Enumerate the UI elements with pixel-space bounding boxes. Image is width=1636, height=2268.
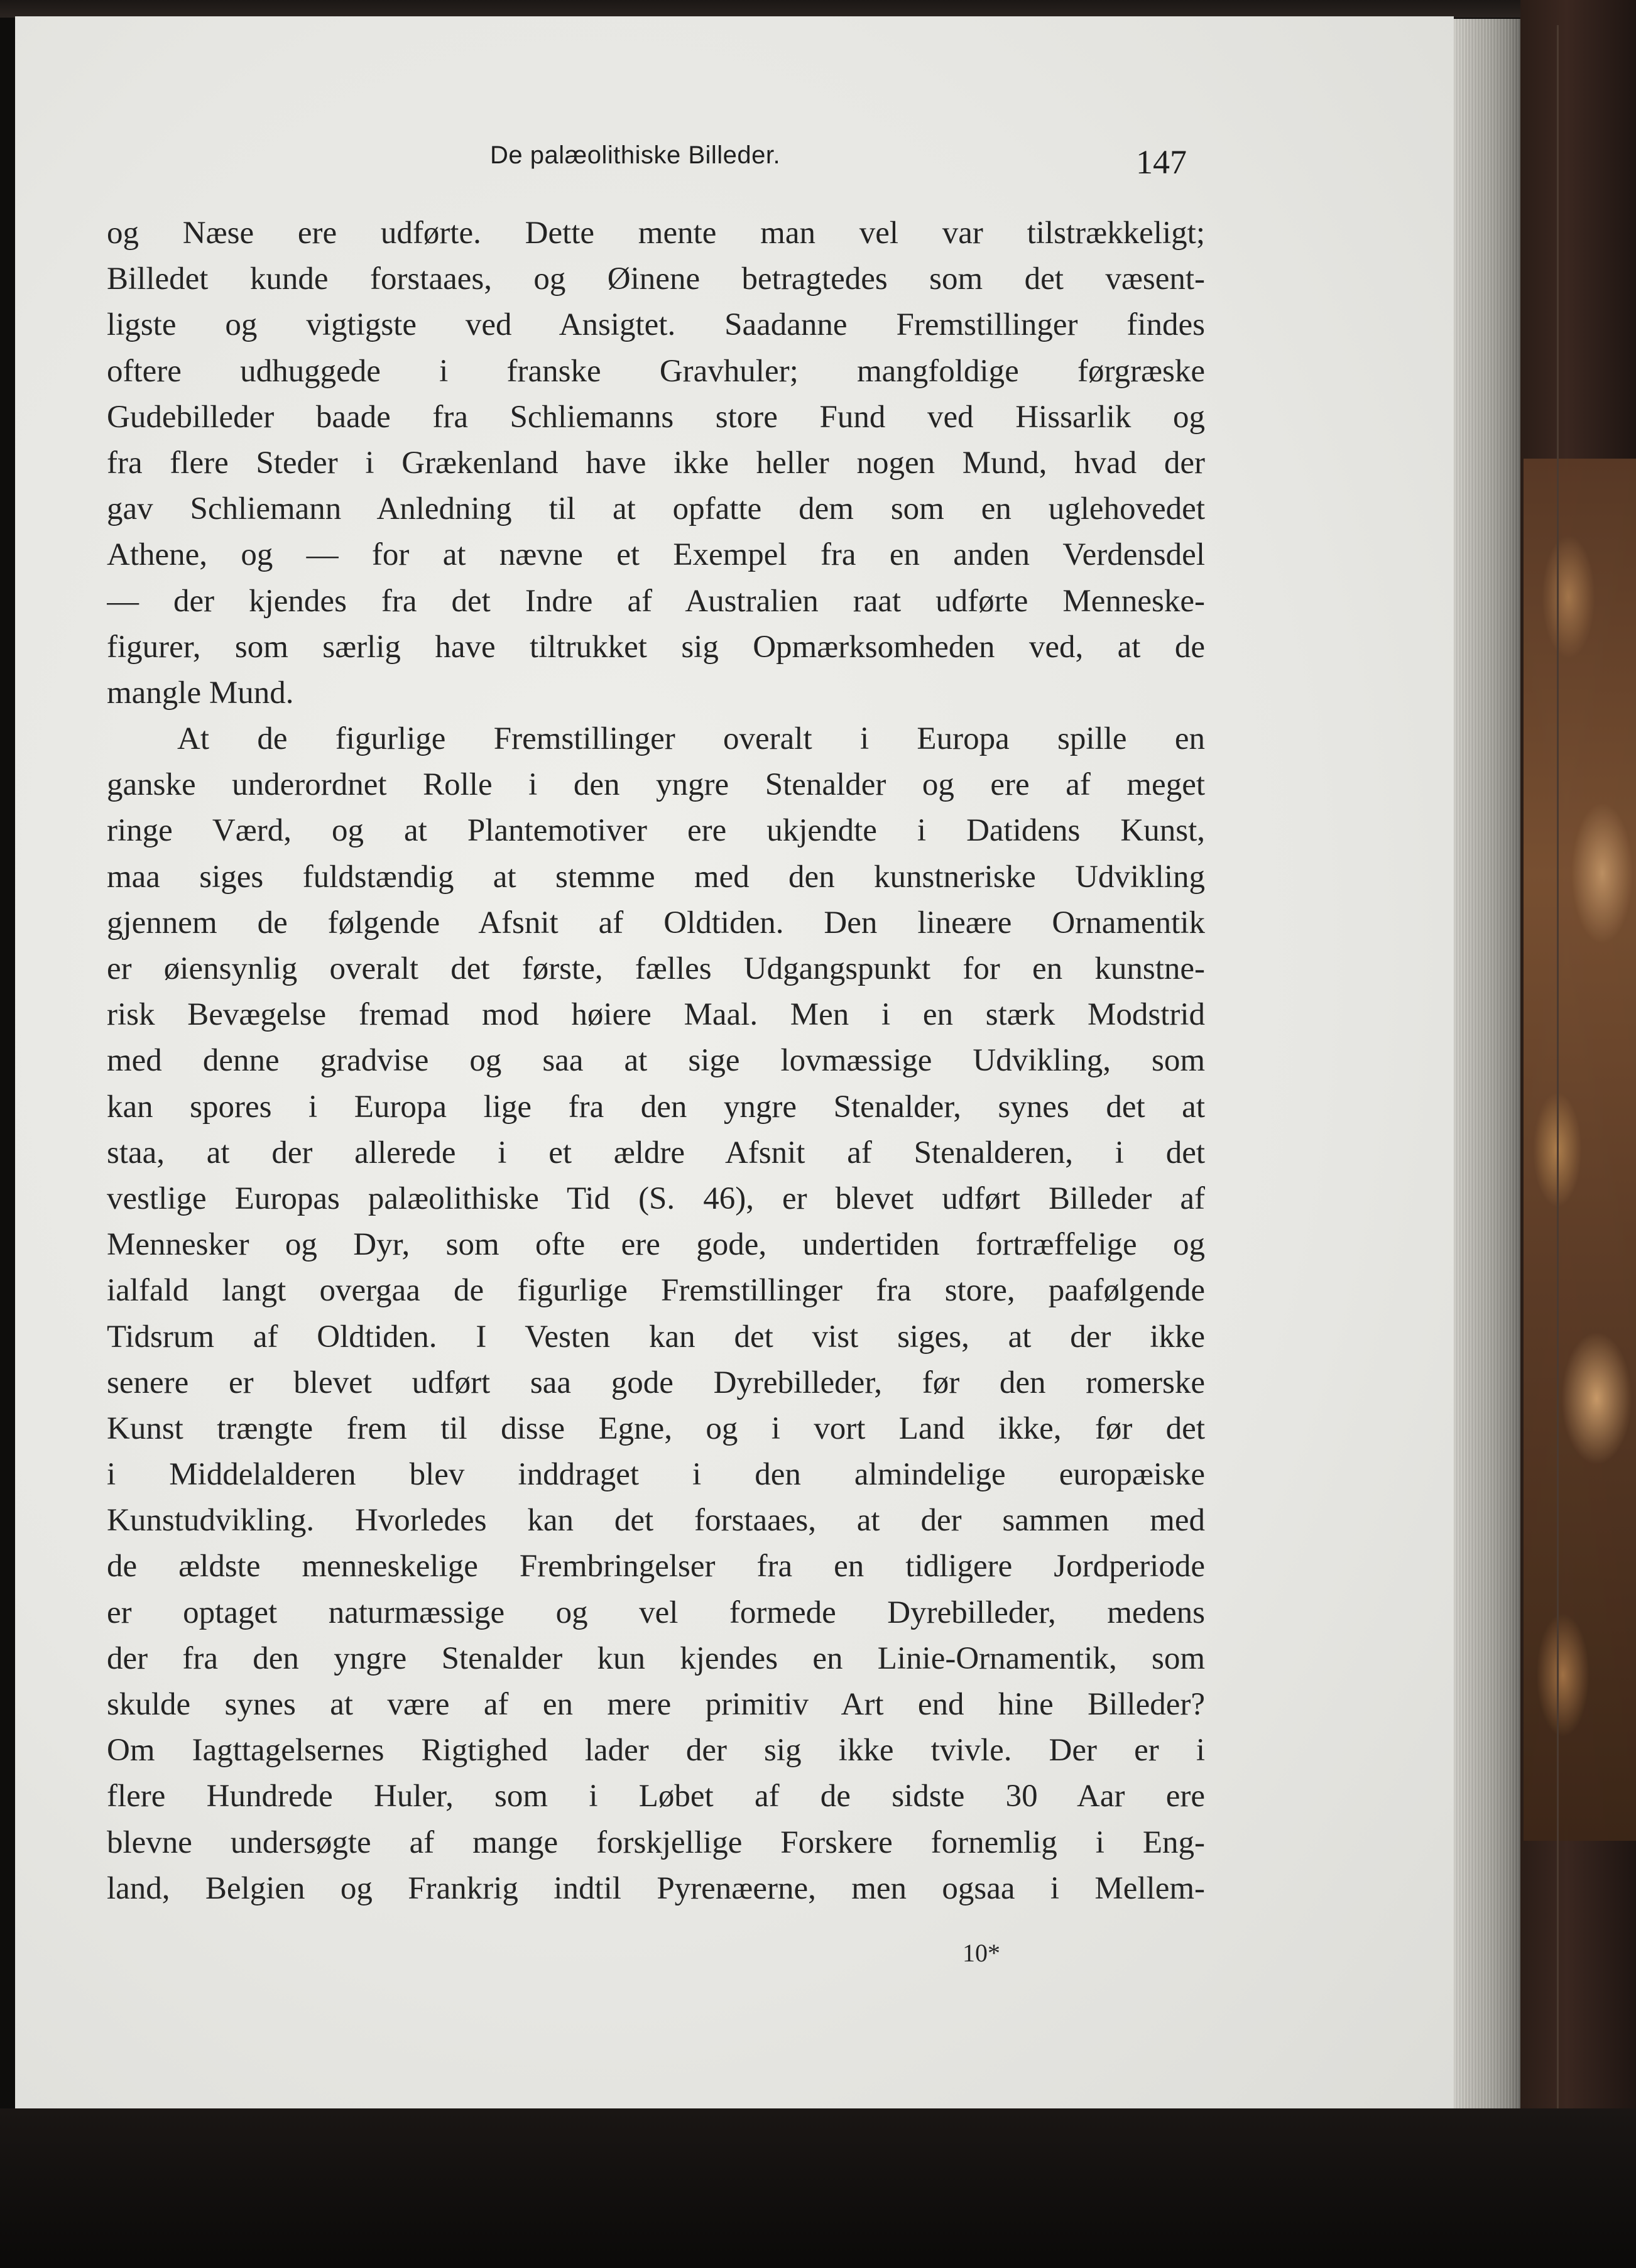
text-line: At de figurlige Fremstillinger overalt i Europa spille en [177,721,1205,757]
text-line: i Middelalderen blev inddraget i den almindelige europæiske [107,1457,1205,1493]
text-line: vestlige Europas palæolithiske Tid (S. 46), er blevet udført Billeder af [107,1180,1205,1216]
body-text [107,210,1205,1912]
text-line: land, Belgien og Frankrig indtil Pyrenæerne, men ogsaa i Mellem- [107,1870,1205,1906]
text-line: gav Schliemann Anledning til at opfatte dem som en uglehovedet [107,491,1205,527]
bottom-edge [0,2108,1636,2268]
text-line: Tidsrum af Oldtiden. I Vesten kan det vist siges, at der ikke [107,1319,1205,1355]
text-line: — der kjendes fra det Indre af Australien raat udførte Menneske- [107,583,1205,619]
text-line: med denne gradvise og saa at sige lovmæssige Udvikling, som [107,1043,1205,1079]
text-line: senere er blevet udført saa gode Dyrebilleder, før den romerske [107,1365,1205,1400]
text-line: ligste og vigtigste ved Ansigtet. Saadanne Fremstillinger findes [107,307,1205,343]
text-line: skulde synes at være af en mere primitiv Art end hine Billeder? [107,1687,1205,1722]
text-line: de ældste menneskelige Frembringelser fra en tidligere Jordperiode [107,1549,1205,1584]
text-line: ganske underordnet Rolle i den yngre Stenalder og ere af meget [107,767,1205,803]
text-line: mangle Mund. [107,675,294,711]
text-line: blevne undersøgte af mange forskjellige Forskere fornemlig i Eng- [107,1824,1205,1860]
text-line: Om Iagttagelsernes Rigtighed lader der sig ikke tvivle. Der er i [107,1733,1205,1769]
page-stack-lines [1445,19,1520,2111]
text-line: Gudebilleder baade fra Schliemanns store Fund ved Hissarlik og [107,399,1205,435]
signature-mark: 10* [963,1939,1000,1967]
text-line: der fra den yngre Stenalder kun kjendes en Linie-Ornamentik, som [107,1640,1205,1676]
text-line: fra flere Steder i Grækenland have ikke heller nogen Mund, hvad der [107,445,1205,481]
page-number: 147 [1136,143,1187,181]
marbled-cover-edge [1524,459,1636,1841]
text-line: Athene, og — for at nævne et Exempel fra en anden Verdensdel [107,537,1205,573]
cover-edge-line [1557,25,1559,2249]
text-line: oftere udhuggede i franske Gravhuler; mangfoldige førgræske [107,353,1205,389]
text-line: kan spores i Europa lige fra den yngre Stenalder, synes det at [107,1089,1205,1125]
text-line: maa siges fuldstændig at stemme med den kunstneriske Udvikling [107,859,1205,895]
text-line: flere Hundrede Huler, som i Løbet af de sidste 30 Aar ere [107,1779,1205,1814]
text-line: gjennem de følgende Afsnit af Oldtiden. Den lineære Ornamentik [107,905,1205,940]
top-edge [0,0,1636,18]
text-line: risk Bevægelse fremad mod høiere Maal. Men i en stærk Modstrid [107,997,1205,1033]
running-title: De palæolithiske Billeder. [490,141,781,169]
text-line: er optaget naturmæssige og vel formede Dyrebilleder, medens [107,1595,1205,1630]
text-line: Kunstudvikling. Hvorledes kan det forstaaes, at der sammen med [107,1503,1205,1539]
text-line: Mennesker og Dyr, som ofte ere gode, undertiden fortræffelige og [107,1227,1205,1263]
text-line: ialfald langt overgaa de figurlige Fremstillinger fra store, paafølgende [107,1273,1205,1309]
text-line: er øiensynlig overalt det første, fælles Udgangspunkt for en kunstne- [107,951,1205,986]
text-line: figurer, som særlig have tiltrukket sig Opmærksomheden ved, at de [107,629,1205,665]
text-line: staa, at der allerede i et ældre Afsnit af Stenalderen, i det [107,1135,1205,1170]
text-line: Billedet kunde forstaaes, og Øinene betragtedes som det væsent- [107,261,1205,297]
text-line: og Næse ere udførte. Dette mente man vel var tilstrækkeligt; [107,215,1205,251]
text-line: ringe Værd, og at Plantemotiver ere ukjendte i Datidens Kunst, [107,813,1205,849]
text-line: Kunst trængte frem til disse Egne, og i vort Land ikke, før det [107,1410,1205,1446]
